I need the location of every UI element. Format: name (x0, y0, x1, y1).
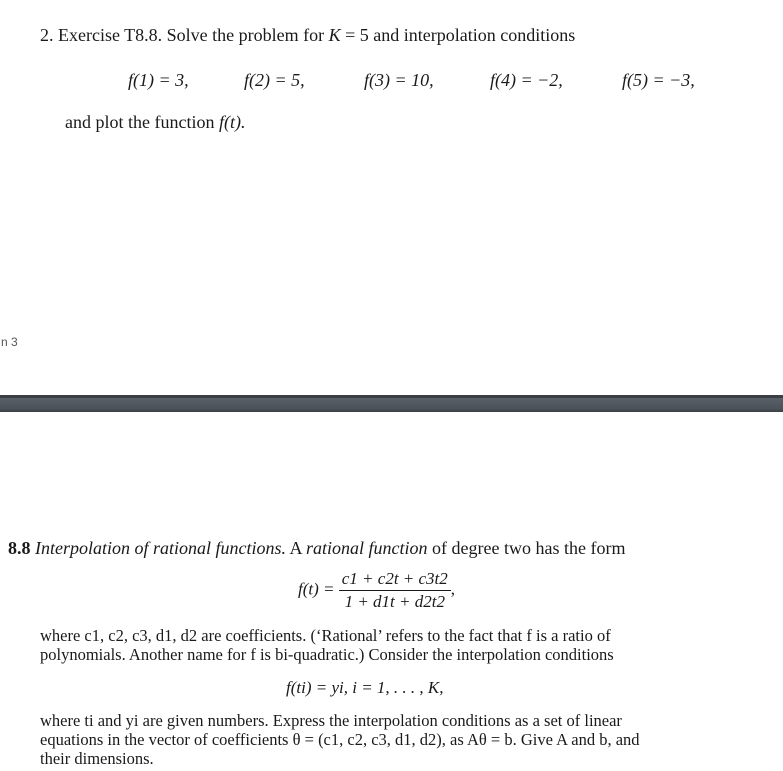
exercise-k-eq: = 5 and interpolation conditions (345, 25, 576, 45)
condition-1: f(1) = 3, (128, 70, 189, 90)
closing-prefix: and plot the function (65, 112, 215, 132)
condition-5: f(5) = −3, (622, 70, 695, 90)
formula-trail: , (450, 579, 456, 599)
pane-divider[interactable] (0, 395, 783, 412)
problem-heading (8, 537, 625, 559)
condition-3: f(3) = 10, (364, 70, 434, 90)
formula-denominator: 1 + d1t + d2t2 (344, 592, 445, 611)
bottom-document-pane (0, 412, 783, 771)
exercise-k-symbol: K (328, 25, 341, 45)
formula-fraction (339, 569, 451, 612)
interp-conditions: f(ti) = yi, i = 1, . . . , K, (286, 678, 444, 697)
intro-term: rational function (306, 538, 428, 558)
para2-line1: where ti and yi are given numbers. Express the interpolation conditions as a set of linear (40, 711, 622, 730)
condition-2: f(2) = 5, (244, 70, 305, 90)
closing-func: f(t). (218, 112, 246, 132)
rational-formula (298, 569, 455, 612)
para2-line3: their dimensions. (40, 749, 154, 768)
exercise-number: 2. (40, 25, 54, 45)
problem-title: Interpolation of rational functions. (35, 538, 286, 558)
intro-a: A (289, 538, 302, 558)
intro-b: of degree two has the form (432, 538, 626, 558)
exercise-closing (65, 111, 245, 133)
exercise-heading (40, 24, 575, 46)
exercise-intro: Exercise T8.8. Solve the problem for (58, 25, 325, 45)
para2-line2: equations in the vector of coefficients θ = (c1, c2, c3, d1, d2), as Aθ = b. Give A and b, and (40, 730, 640, 749)
problem-label: 8.8 (8, 538, 31, 558)
condition-4: f(4) = −2, (490, 70, 563, 90)
formula-numerator: c1 + c2t + c3t2 (339, 569, 451, 591)
para1-line2: polynomials. Another name for f is bi-quadratic.) Consider the interpolation conditions (40, 645, 614, 664)
formula-lhs: f(t) = (298, 579, 335, 599)
side-marker: n 3 (1, 335, 18, 349)
para1-line1: where c1, c2, c3, d1, d2 are coefficients. (‘Rational’ refers to the fact that f is a ratio of (40, 626, 611, 645)
